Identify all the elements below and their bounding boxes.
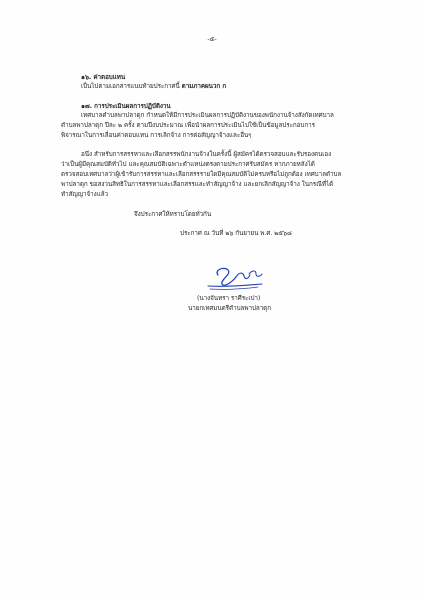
section-17-line-2: ตำบลพาปลาดุก ปีละ ๒ ครั้ง ตามปีงบประมาณ เพื่อนำผลการประเมินไปใช้เป็นข้อมูลประกอบการ <box>61 122 315 129</box>
note-line-4: พาปลาดุก ขอสงวนสิทธิในการสรรหาและเลือกสรรและทำสัญญาจ้าง และยกเลิกสัญญาจ้าง ในกรณีที่ได้ <box>61 181 334 188</box>
announce-text: จึงประกาศให้ทราบโดยทั่วกัน <box>134 211 212 218</box>
section-17-line-3: พิจารณาในการเลื่อนค่าตอบแทน การเลิกจ้าง การต่อสัญญาจ้างและอื่นๆ <box>61 132 252 139</box>
section-16-heading: ๑๖. ค่าตอบแทน <box>81 74 126 81</box>
section-16-text-annex: ตามภาคผนวก ก <box>181 83 227 90</box>
note-line-5: ทำสัญญาจ้างแล้ว <box>61 191 108 198</box>
note-line-1: อนึ่ง สำหรับการสรรหาและเลือกสรรพนักงานจ้างในครั้งนี้ ผู้สมัครได้ตรวจสอบและรับรองตนเอง <box>81 151 332 158</box>
signer-position: นายกเทศมนตรีตำบลพาปลาดุก <box>188 305 271 312</box>
section-17-heading: ๑๗. การประเมินผลการปฏิบัติงาน <box>81 103 171 110</box>
section-17-line-1: เทศบาลตำบลพาปลาดุก กำหนดให้มีการประเมินผลการปฏิบัติงานของพนักงานจ้างสังกัดเทศบาล <box>81 112 334 119</box>
section-16-text-main: เป็นไปตามเอกสารแนบท้ายประกาศนี้ <box>81 83 182 90</box>
date-line: ประกาศ ณ วันที่ ๒๖ กันยายน พ.ศ. ๒๕๖๘ <box>180 230 292 237</box>
page-number: -๕- <box>207 36 217 43</box>
note-line-2: ว่าเป็นผู้มีคุณสมบัติทั่วไป และคุณสมบัติเฉพาะตำแหน่งตรงตามประกาศรับสมัคร หากภายหลังได้ <box>61 161 315 168</box>
note-line-3: ตรวจสอบเทศบาลว่าผู้เข้ารับการสรรหาและเลือกสรรรายใดมีคุณสมบัติไม่ครบหรือไม่ถูกต้อง เทศบาลตำบล <box>61 171 342 178</box>
signer-name: (นางจันทรา ราศีระเปา) <box>197 295 261 302</box>
